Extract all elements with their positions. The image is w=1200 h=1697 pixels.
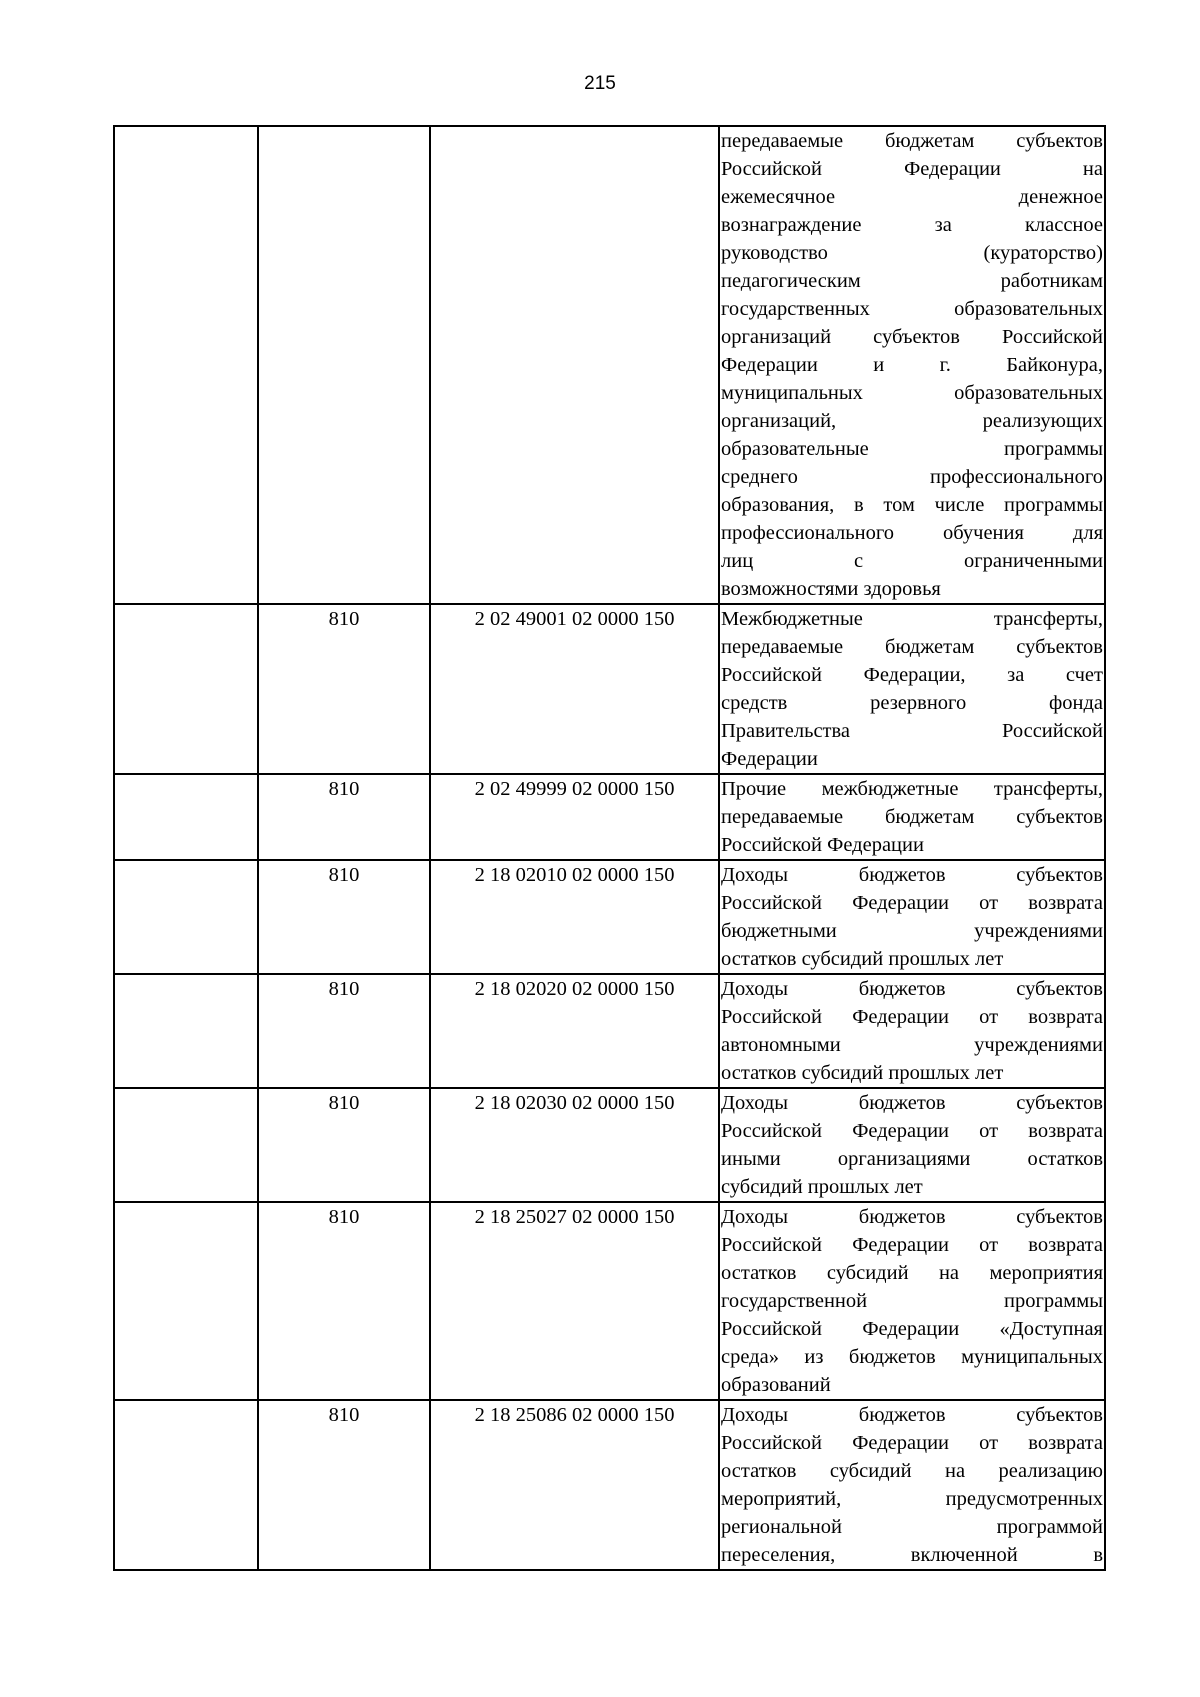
table-row	[114, 1400, 1105, 1570]
description-line: Российской Федерации от возврата	[721, 1234, 1103, 1256]
description-cell	[719, 1202, 1105, 1400]
description-line: Российской Федерации от возврата	[721, 892, 1103, 914]
admin-code-cell: 810	[258, 604, 430, 774]
admin-code-cell	[258, 126, 430, 604]
page-number: 215	[584, 73, 616, 94]
description-line: Межбюджетные трансферты,	[721, 608, 1103, 630]
description-line: среднего профессионального	[721, 466, 1103, 488]
budget-code-cell	[430, 126, 719, 604]
description-line: Доходы бюджетов субъектов	[721, 864, 1103, 886]
description-line: Доходы бюджетов субъектов	[721, 1206, 1103, 1228]
description-line: вознаграждение за классное	[721, 214, 1103, 236]
description-line: средств резервного фонда	[721, 692, 1103, 714]
description-line: иными организациями остатков	[721, 1148, 1103, 1170]
description-line: Федерации и г. Байконура,	[721, 354, 1103, 376]
budget-classification-table	[113, 125, 1106, 1571]
empty-cell	[114, 774, 258, 860]
admin-code-cell: 810	[258, 1202, 430, 1400]
description-line: организаций субъектов Российской	[721, 326, 1103, 348]
description-line: лиц с ограниченными	[721, 550, 1103, 572]
budget-code-cell: 2 18 25086 02 0000 150	[430, 1400, 719, 1570]
description-line: Правительства Российской	[721, 720, 1103, 742]
table-row	[114, 1202, 1105, 1400]
description-line: среда» из бюджетов муниципальных	[721, 1346, 1103, 1368]
description-line: организаций, реализующих	[721, 410, 1103, 432]
description-line: передаваемые бюджетам субъектов	[721, 636, 1103, 658]
description-line: Российской Федерации «Доступная	[721, 1318, 1103, 1340]
empty-cell	[114, 126, 258, 604]
description-line: региональной программой	[721, 1516, 1103, 1538]
table-row	[114, 774, 1105, 860]
table-row	[114, 604, 1105, 774]
admin-code-cell: 810	[258, 774, 430, 860]
description-cell	[719, 604, 1105, 774]
description-line: профессионального обучения для	[721, 522, 1103, 544]
table-row	[114, 126, 1105, 604]
description-line: Российской Федерации, за счет	[721, 664, 1103, 686]
admin-code-cell: 810	[258, 1088, 430, 1202]
empty-cell	[114, 974, 258, 1088]
description-line: бюджетными учреждениями	[721, 920, 1103, 942]
description-line: образовательные программы	[721, 438, 1103, 460]
description-line: передаваемые бюджетам субъектов	[721, 806, 1103, 828]
description-cell	[719, 1400, 1105, 1570]
description-line: остатков субсидий прошлых лет	[721, 948, 1004, 970]
description-line: педагогическим работникам	[721, 270, 1103, 292]
budget-code-cell: 2 18 25027 02 0000 150	[430, 1202, 719, 1400]
description-line: руководство (кураторство)	[721, 242, 1103, 264]
empty-cell	[114, 604, 258, 774]
description-line: Российской Федерации	[721, 834, 924, 856]
empty-cell	[114, 1400, 258, 1570]
description-line: образований	[721, 1374, 831, 1396]
description-line: государственных образовательных	[721, 298, 1103, 320]
description-cell	[719, 774, 1105, 860]
description-line: муниципальных образовательных	[721, 382, 1103, 404]
empty-cell	[114, 860, 258, 974]
admin-code-cell: 810	[258, 1400, 430, 1570]
description-line: субсидий прошлых лет	[721, 1176, 923, 1198]
description-line: остатков субсидий прошлых лет	[721, 1062, 1004, 1084]
description-line: остатков субсидий на реализацию	[721, 1460, 1103, 1482]
description-line: Российской Федерации на	[721, 158, 1103, 180]
description-line: переселения, включенной в	[721, 1544, 1103, 1566]
description-cell	[719, 974, 1105, 1088]
description-cell	[719, 860, 1105, 974]
description-line: возможностями здоровья	[721, 578, 941, 600]
description-line: ежемесячное денежное	[721, 186, 1103, 208]
description-line: Доходы бюджетов субъектов	[721, 1404, 1103, 1426]
admin-code-cell: 810	[258, 974, 430, 1088]
table-row	[114, 974, 1105, 1088]
table-body	[114, 126, 1105, 1570]
description-line: Российской Федерации от возврата	[721, 1006, 1103, 1028]
table-row	[114, 860, 1105, 974]
description-line: образования, в том числе программы	[721, 494, 1103, 516]
empty-cell	[114, 1202, 258, 1400]
budget-code-cell: 2 02 49999 02 0000 150	[430, 774, 719, 860]
budget-code-cell: 2 18 02010 02 0000 150	[430, 860, 719, 974]
description-line: автономными учреждениями	[721, 1034, 1103, 1056]
admin-code-cell: 810	[258, 860, 430, 974]
budget-code-cell: 2 18 02030 02 0000 150	[430, 1088, 719, 1202]
budget-code-cell: 2 18 02020 02 0000 150	[430, 974, 719, 1088]
empty-cell	[114, 1088, 258, 1202]
description-line: государственной программы	[721, 1290, 1103, 1312]
description-line: мероприятий, предусмотренных	[721, 1488, 1103, 1510]
description-line: Российской Федерации от возврата	[721, 1432, 1103, 1454]
description-line: Российской Федерации от возврата	[721, 1120, 1103, 1142]
table-row	[114, 1088, 1105, 1202]
description-cell	[719, 1088, 1105, 1202]
description-cell	[719, 126, 1105, 604]
description-line: передаваемые бюджетам субъектов	[721, 130, 1103, 152]
description-line: Доходы бюджетов субъектов	[721, 1092, 1103, 1114]
budget-code-cell: 2 02 49001 02 0000 150	[430, 604, 719, 774]
description-line: остатков субсидий на мероприятия	[721, 1262, 1103, 1284]
description-line: Прочие межбюджетные трансферты,	[721, 778, 1103, 800]
description-line: Доходы бюджетов субъектов	[721, 978, 1103, 1000]
description-line: Федерации	[721, 748, 818, 770]
